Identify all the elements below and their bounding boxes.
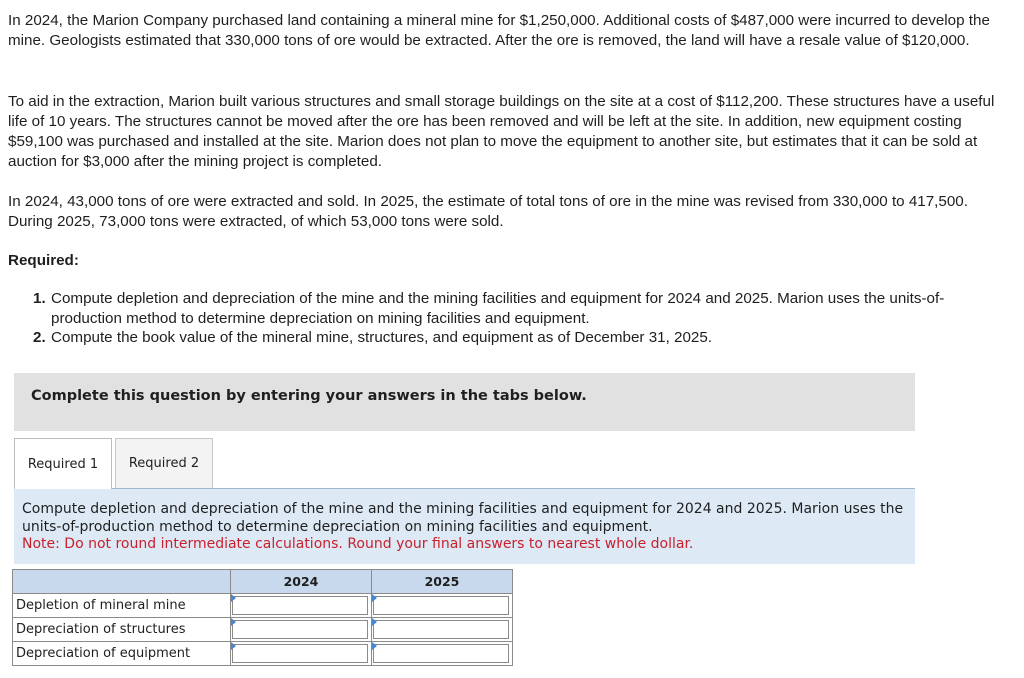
structures-2024-input[interactable] <box>232 620 368 639</box>
required-item-2 <box>33 328 1003 348</box>
row-label-depletion-mine: Depletion of mineral mine <box>13 594 231 618</box>
equipment-2025-input[interactable] <box>373 644 509 663</box>
structures-2025-input[interactable] <box>373 620 509 639</box>
required-item-1 <box>33 289 1003 329</box>
row-label-depreciation-equipment: Depreciation of equipment <box>13 642 231 666</box>
required-item-number: 1. <box>33 290 46 307</box>
tab-required-1[interactable]: Required 1 <box>14 438 112 489</box>
question-panel <box>14 488 915 564</box>
table-header-row <box>13 570 513 594</box>
required-heading: Required: <box>8 252 79 269</box>
instruction-text: Complete this question by entering your answers in the tabs below. <box>31 388 587 404</box>
answer-cell <box>372 642 513 666</box>
required-item-number: 2. <box>33 329 46 346</box>
answer-table <box>12 569 513 666</box>
problem-paragraph-3: In 2024, 43,000 tons of ore were extracted and sold. In 2025, the estimate of total tons of ore in the mine was revised from 330,000 to 417,500. During 2025, 73,000 tons were extracted, of which 53,000 tons were sold. <box>8 193 968 230</box>
required-item-text: Compute the book value of the mineral mine, structures, and equipment as of December 31, 2025. <box>51 329 713 346</box>
panel-note: Note: Do not round intermediate calculations. Round your final answers to nearest whole dollar. <box>22 536 694 552</box>
tab-required-2[interactable]: Required 2 <box>115 438 213 488</box>
input-flag-icon <box>372 642 377 650</box>
equipment-2024-input[interactable] <box>232 644 368 663</box>
depletion-2025-input[interactable] <box>373 596 509 615</box>
table-header-blank <box>13 570 231 594</box>
problem-paragraph-1: In 2024, the Marion Company purchased land containing a mineral mine for $1,250,000. Additional costs of $487,000 were incurred to develop the mine. Geologists estimated that 330,000 tons of ore would be extracted. After the ore is removed, the land will have a resale value of $120,000. <box>8 12 990 49</box>
instruction-bar <box>14 373 915 431</box>
answer-cell <box>231 618 372 642</box>
answer-cell <box>231 642 372 666</box>
answer-cell <box>372 618 513 642</box>
required-list-2 <box>33 328 1003 348</box>
table-row <box>13 618 513 642</box>
table-row <box>13 594 513 618</box>
input-flag-icon <box>372 594 377 602</box>
input-flag-icon <box>231 618 236 626</box>
table-header-2025: 2025 <box>372 570 513 594</box>
answer-cell <box>372 594 513 618</box>
table-row <box>13 642 513 666</box>
input-flag-icon <box>231 642 236 650</box>
depletion-2024-input[interactable] <box>232 596 368 615</box>
input-flag-icon <box>231 594 236 602</box>
panel-prompt: Compute depletion and depreciation of the mine and the mining facilities and equipment for 2024 and 2025. Marion uses the units-of-production method to determine depreciation on mining facilities and equipment. <box>22 501 904 535</box>
required-list-1 <box>33 289 1003 329</box>
table-header-2024: 2024 <box>231 570 372 594</box>
answer-cell <box>231 594 372 618</box>
required-item-text: Compute depletion and depreciation of the mine and the mining facilities and equipment for 2024 and 2025. Marion uses the units-of-production method to determine depreciation on mining facilities and equipment. <box>51 290 945 327</box>
input-flag-icon <box>372 618 377 626</box>
panel-instructions <box>22 501 907 554</box>
problem-paragraph-2: To aid in the extraction, Marion built various structures and small storage buildings on the site at a cost of $112,200. These structures have a useful life of 10 years. The structures cannot be moved after the ore has been removed and will be left at the site. In addition, new equipment costing $59,100 was purchased and installed at the site. Marion does not plan to move the equipment to another site, but estimates that it can be sold at auction for $3,000 after the mining project is completed. <box>8 93 995 170</box>
row-label-depreciation-structures: Depreciation of structures <box>13 618 231 642</box>
